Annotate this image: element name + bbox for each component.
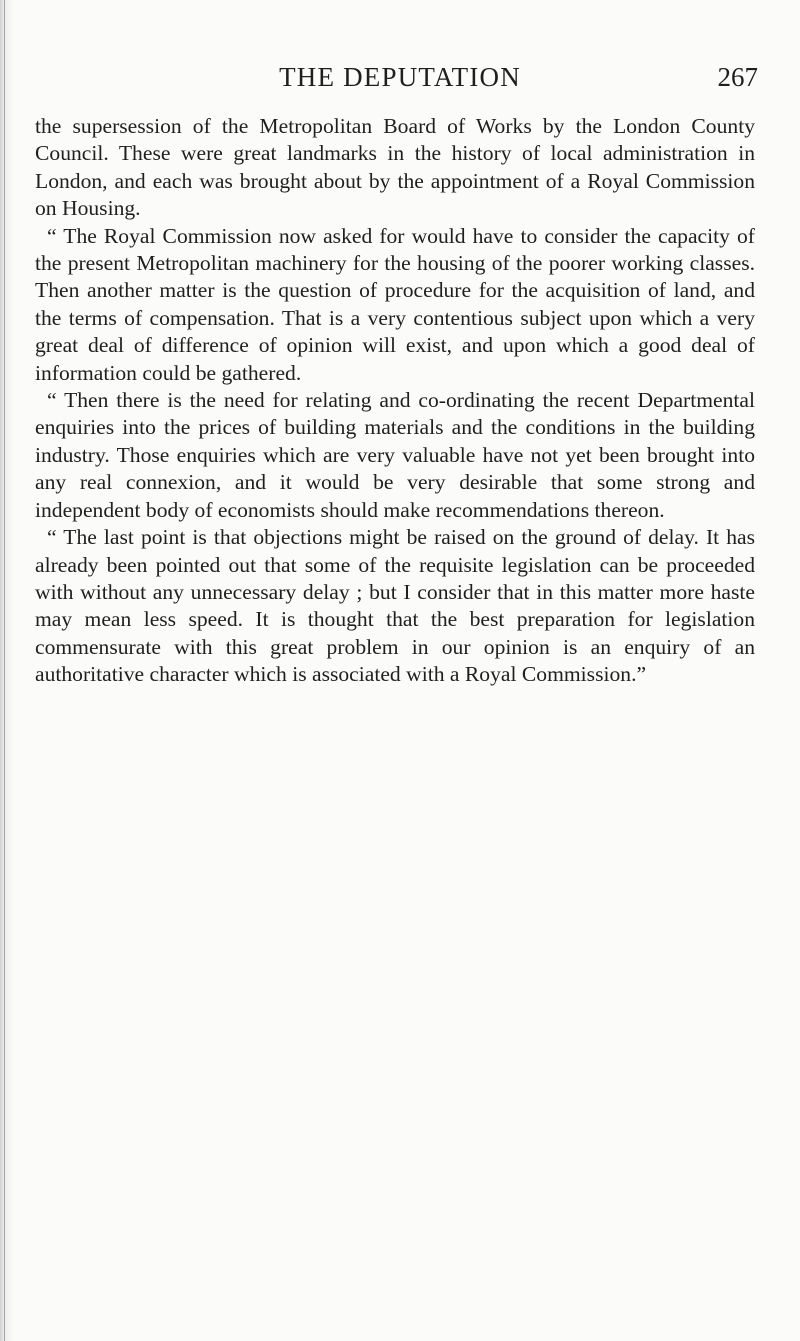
body-text: [35, 113, 755, 689]
paragraph-4: “ The last point is that objections might be raised on the ground of delay. It has already been pointed out that some of the requisite legislation can be proceeded with without any unnecessary delay ; but I consider that in this matter more haste may mean less speed. It is thought that the best preparation for legislation commensurate with this great problem in our opinion is an enquiry of an authoritative character which is associated with a Royal Commission.”: [35, 525, 755, 687]
paragraph-2: “ The Royal Commission now asked for would have to consider the capacity of the present Metropolitan machinery for the housing of the poorer working classes. Then another matter is the question of procedure for the acquisition of land, and the terms of compensation. That is a very contentious subject upon which a very great deal of difference of opinion will exist, and upon which a good deal of information could be gathered.: [35, 223, 755, 385]
paragraph-1: the supersession of the Metropolitan Board of Works by the London County Council. These were great landmarks in the history of local administration in London, and each was brought about by the appointment of a Royal Commission on Housing.: [35, 114, 755, 221]
binding-edge-line: [4, 0, 5, 1341]
page-number: 267: [717, 62, 758, 92]
binding-shadow: [0, 0, 14, 1341]
running-title: THE DEPUTATION: [279, 62, 521, 92]
paragraph-3: “ Then there is the need for relating and co-ordinating the recent Departmental enquiries into the prices of building materials and the conditions in the building industry. Those enquiries which are very valuable have not yet been brought into any real connexion, and it would be very desirable that some strong and independent body of economists should make recommendations thereon.: [35, 388, 755, 522]
running-header: [0, 60, 800, 100]
